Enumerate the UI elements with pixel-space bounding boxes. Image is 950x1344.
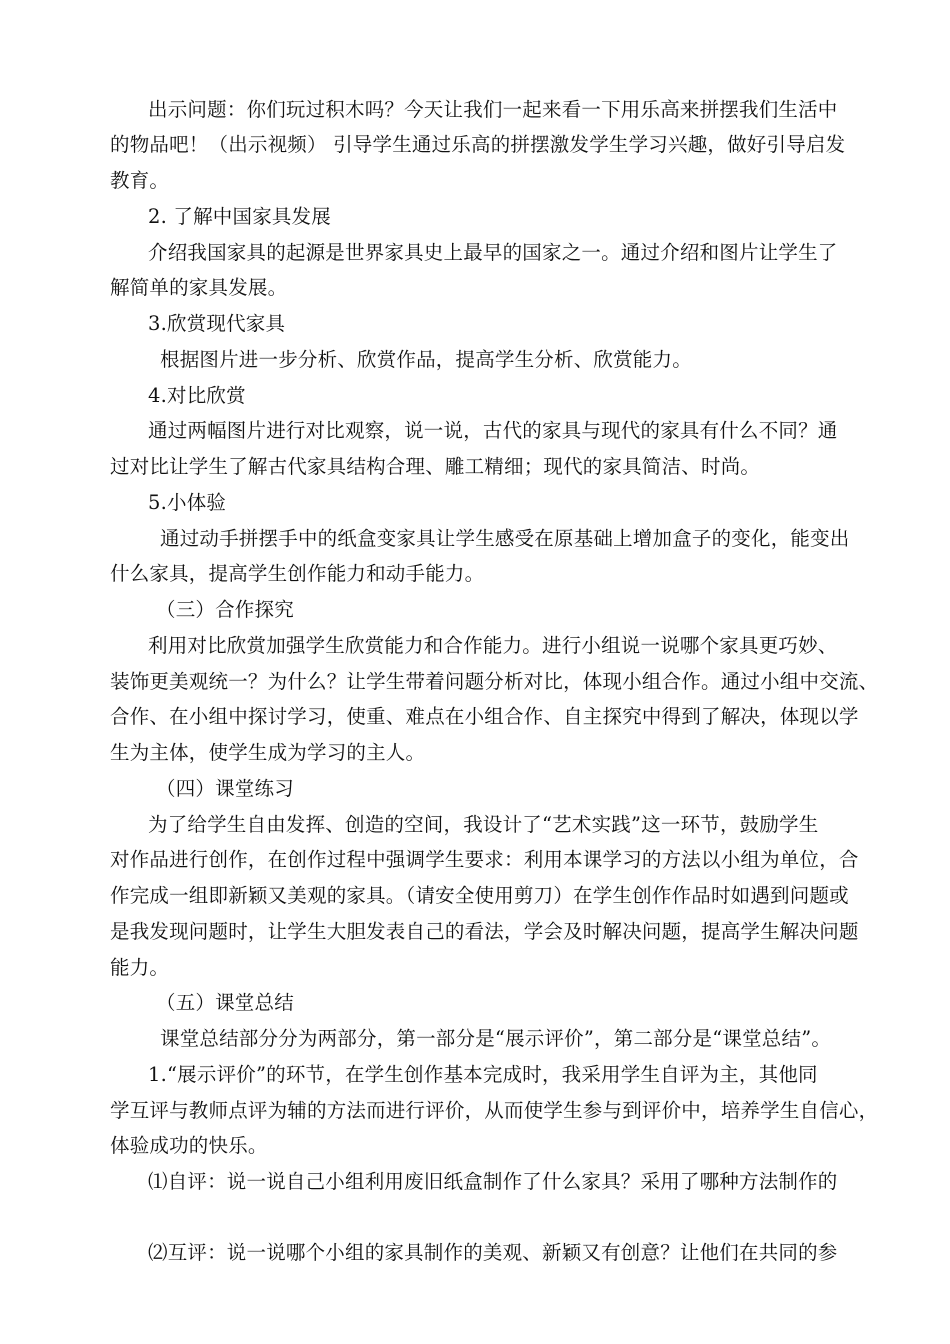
section-heading: 2. 了解中国家具发展: [148, 205, 332, 228]
paragraph-line: 通过两幅图片进行对比观察，说一说，古代的家具与现代的家具有什么不同？通: [148, 419, 838, 442]
section-heading: （四）课堂练习: [156, 777, 294, 800]
paragraph-line: 装饰更美观统一？为什么？让学生带着问题分析对比，体现小组合作。通过小组中交流、: [110, 670, 879, 693]
paragraph-line: 利用对比欣赏加强学生欣赏能力和合作能力。进行小组说一说哪个家具更巧妙、: [148, 634, 838, 657]
paragraph-line: 的物品吧！（出示视频） 引导学生通过乐高的拼摆激发学生学习兴趣，做好引导启发: [110, 133, 846, 156]
paragraph-line: 学互评与教师点评为辅的方法而进行评价，从而使学生参与到评价中，培养学生自信心，: [110, 1099, 879, 1122]
paragraph-line: 教育。: [110, 169, 170, 192]
paragraph-line: 生为主体，使学生成为学习的主人。: [110, 741, 426, 764]
section-heading: 5.小体验: [148, 491, 227, 514]
paragraph-line: 出示问题：你们玩过积木吗？今天让我们一起来看一下用乐高来拼摆我们生活中: [148, 98, 838, 121]
paragraph-line: 介绍我国家具的起源是世界家具史上最早的国家之一。通过介绍和图片让学生了: [148, 241, 838, 264]
section-heading: （五）课堂总结: [156, 991, 294, 1014]
paragraph-line: ⑴自评：说一说自己小组利用废旧纸盒制作了什么家具？采用了哪种方法制作的: [148, 1170, 838, 1193]
paragraph-line: 为了给学生自由发挥、创造的空间，我设计了“艺术实践”这一环节，鼓励学生: [148, 813, 819, 836]
paragraph-line: 解简单的家具发展。: [110, 276, 288, 299]
section-heading: 4.对比欣赏: [148, 384, 246, 407]
paragraph-line: 是我发现问题时，让学生大胆发表自己的看法，学会及时解决问题，提高学生解决问题: [110, 920, 859, 943]
paragraph-line: 什么家具，提高学生创作能力和动手能力。: [110, 562, 485, 585]
section-heading: （三）合作探究: [156, 598, 294, 621]
paragraph-line: 体验成功的快乐。: [110, 1134, 268, 1157]
paragraph-line: ⑵互评：说一说哪个小组的家具制作的美观、新颖又有创意？让他们在共同的参: [148, 1241, 838, 1264]
paragraph-line: 1.“展示评价”的环节，在学生创作基本完成时，我采用学生自评为主，其他同: [148, 1063, 818, 1086]
paragraph-line: 合作、在小组中探讨学习，使重、难点在小组合作、自主探究中得到了解决，体现以学: [110, 705, 859, 728]
section-heading: 3.欣赏现代家具: [148, 312, 286, 335]
paragraph-line: 对作品进行创作，在创作过程中强调学生要求：利用本课学习的方法以小组为单位，合: [110, 848, 859, 871]
paragraph-line: 通过动手拼摆手中的纸盒变家具让学生感受在原基础上增加盒子的变化，能变出: [160, 527, 850, 550]
paragraph-line: 作完成一组即新颖又美观的家具。（请安全使用剪刀）在学生创作作品时如遇到问题或: [110, 884, 849, 907]
paragraph-line: 能力。: [110, 956, 170, 979]
paragraph-line: 课堂总结部分分为两部分，第一部分是“展示评价”，第二部分是“课堂总结”。: [160, 1027, 832, 1050]
paragraph-line: 过对比让学生了解古代家具结构合理、雕工精细；现代的家具简洁、时尚。: [110, 455, 761, 478]
paragraph-line: 根据图片进一步分析、欣赏作品，提高学生分析、欣赏能力。: [160, 348, 692, 371]
